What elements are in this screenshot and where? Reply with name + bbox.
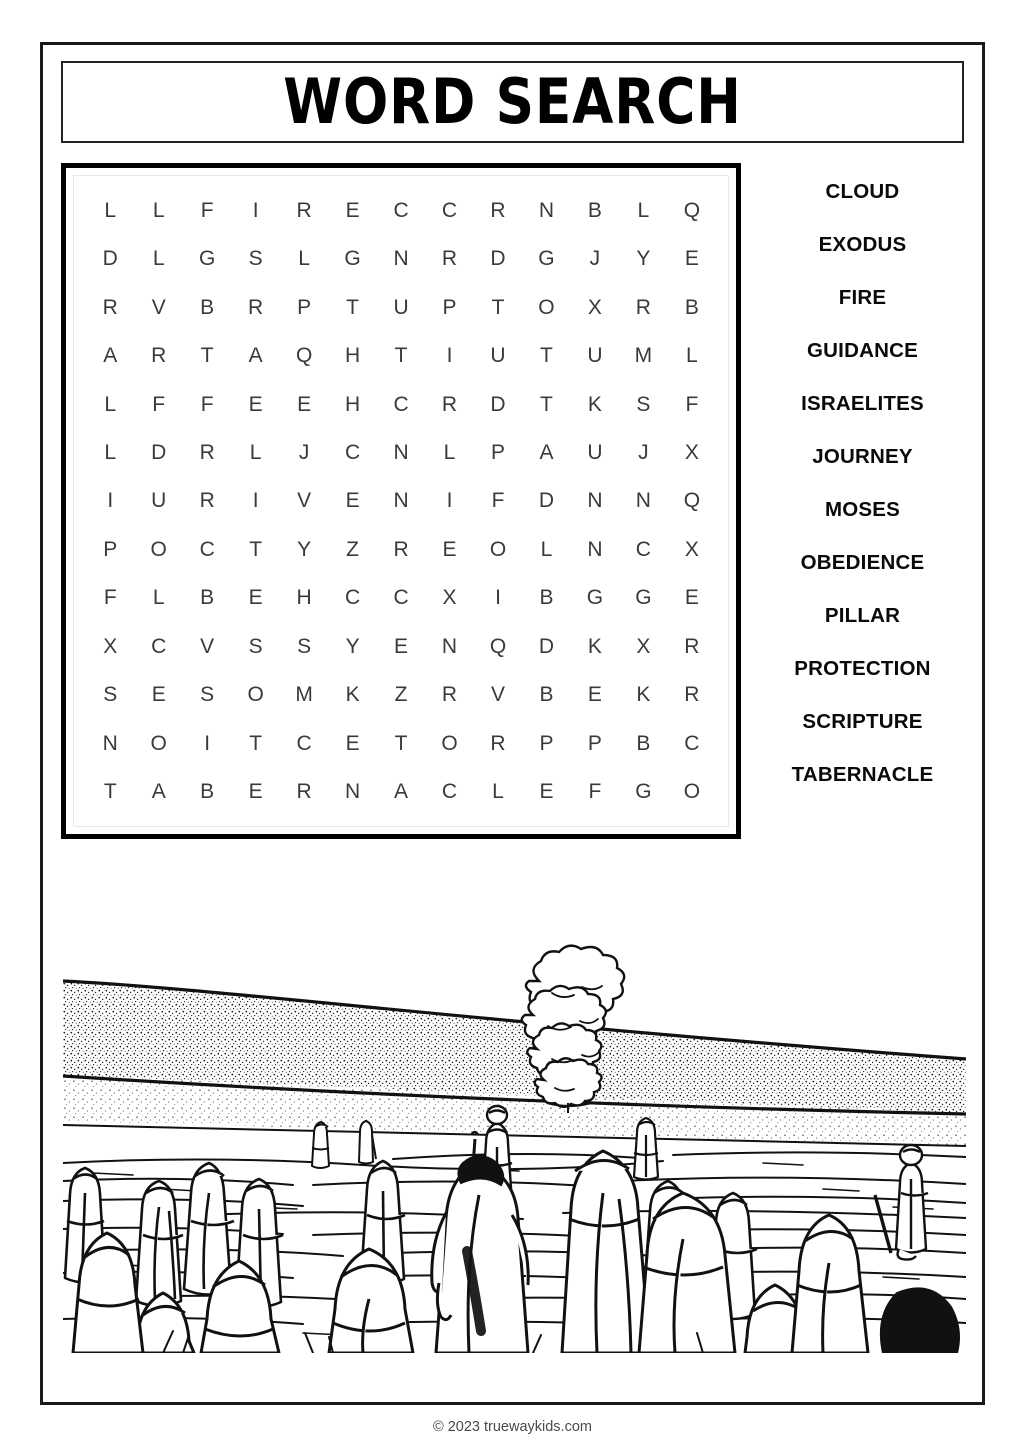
grid-cell[interactable]: O: [538, 295, 555, 319]
grid-cell[interactable]: E: [151, 683, 166, 707]
grid-cell[interactable]: X: [636, 634, 651, 658]
grid-cell[interactable]: N: [393, 247, 409, 271]
grid-cell[interactable]: R: [441, 247, 458, 271]
grid-cell[interactable]: S: [636, 392, 651, 416]
grid-cell[interactable]: L: [298, 247, 310, 271]
word-list-item[interactable]: FIRE: [838, 286, 887, 309]
grid-cell[interactable]: E: [248, 392, 263, 416]
grid-cell[interactable]: R: [199, 489, 215, 513]
grid-row: [86, 575, 716, 621]
grid-cell[interactable]: Q: [683, 489, 701, 513]
word-list-item[interactable]: MOSES: [824, 498, 901, 521]
grid-row: [86, 526, 716, 572]
grid-cell[interactable]: A: [394, 780, 409, 804]
grid-cell[interactable]: B: [200, 295, 215, 319]
grid-cell[interactable]: D: [490, 247, 506, 271]
grid-cell[interactable]: E: [394, 634, 409, 658]
grid-cell[interactable]: E: [248, 780, 263, 804]
grid-cell[interactable]: E: [345, 731, 360, 755]
grid-cell[interactable]: B: [200, 780, 215, 804]
grid-cell[interactable]: F: [200, 392, 214, 416]
grid-cell[interactable]: T: [540, 344, 553, 368]
grid-cell[interactable]: O: [247, 683, 264, 707]
grid-cell[interactable]: R: [296, 780, 312, 804]
grid-cell[interactable]: R: [684, 634, 700, 658]
grid-cell[interactable]: T: [249, 537, 263, 561]
grid-cell[interactable]: T: [346, 295, 359, 319]
grid-row: [86, 333, 716, 379]
grid-cell[interactable]: V: [200, 634, 215, 658]
grid-cell[interactable]: A: [103, 344, 118, 368]
grid-cell[interactable]: J: [638, 440, 649, 464]
grid-cell[interactable]: P: [442, 295, 457, 319]
grid-cell[interactable]: C: [441, 198, 458, 222]
grid-cell[interactable]: L: [686, 344, 698, 368]
grid-cell[interactable]: X: [684, 537, 699, 561]
grid-cell[interactable]: I: [252, 198, 259, 222]
grid-cell[interactable]: D: [538, 489, 555, 513]
grid-cell[interactable]: A: [151, 780, 166, 804]
grid-cell[interactable]: E: [345, 198, 360, 222]
grid-cell[interactable]: G: [344, 247, 361, 271]
grid-cell[interactable]: F: [152, 392, 166, 416]
grid-cell[interactable]: R: [151, 344, 167, 368]
grid-cell[interactable]: N: [587, 537, 603, 561]
grid-row: [86, 187, 716, 233]
grid-cell[interactable]: T: [491, 295, 505, 319]
grid-cell[interactable]: N: [635, 489, 651, 513]
grid-cell[interactable]: N: [587, 489, 603, 513]
grid-cell[interactable]: S: [200, 683, 215, 707]
word-list: [755, 165, 970, 801]
word-list-item[interactable]: TABERNACLE: [791, 763, 934, 786]
grid-cell[interactable]: B: [539, 586, 554, 610]
grid-cell[interactable]: E: [684, 586, 699, 610]
grid-cell[interactable]: L: [637, 198, 650, 222]
grid-cell[interactable]: S: [248, 634, 263, 658]
grid-cell[interactable]: D: [102, 247, 118, 271]
grid-cell[interactable]: B: [539, 683, 554, 707]
grid-cell[interactable]: C: [393, 198, 409, 222]
grid-cell[interactable]: E: [345, 489, 360, 513]
grid-cell[interactable]: C: [684, 731, 700, 755]
grid-cell[interactable]: Y: [636, 247, 651, 271]
grid-cell[interactable]: Z: [346, 537, 359, 561]
grid-cell[interactable]: N: [393, 440, 409, 464]
grid-cell[interactable]: I: [204, 731, 211, 755]
grid-cell[interactable]: R: [635, 295, 651, 319]
grid-cell[interactable]: U: [490, 344, 506, 368]
grid-row: [86, 623, 716, 669]
grid-cell[interactable]: X: [103, 634, 118, 658]
grid-cell[interactable]: C: [393, 392, 409, 416]
grid-cell[interactable]: N: [538, 198, 555, 222]
grid-cell[interactable]: Q: [489, 634, 507, 658]
grid-cell[interactable]: L: [443, 440, 456, 464]
worksheet-page: [40, 42, 985, 1435]
grid-cell[interactable]: V: [151, 295, 166, 319]
grid-cell[interactable]: X: [684, 440, 699, 464]
grid-cell[interactable]: I: [446, 489, 453, 513]
puzzle-content: [43, 163, 982, 863]
grid-cell[interactable]: V: [490, 683, 505, 707]
grid-cell[interactable]: R: [199, 440, 215, 464]
grid-cell[interactable]: C: [635, 537, 651, 561]
illustration-israelites-desert: [63, 863, 966, 1353]
grid-cell[interactable]: Y: [297, 537, 312, 561]
word-list-item[interactable]: CLOUD: [825, 180, 900, 203]
grid-cell[interactable]: B: [684, 295, 699, 319]
grid-cell[interactable]: B: [200, 586, 215, 610]
grid-cell[interactable]: P: [587, 731, 602, 755]
grid-cell[interactable]: E: [297, 392, 312, 416]
grid-cell[interactable]: S: [103, 683, 118, 707]
word-list-item[interactable]: OBEDIENCE: [800, 551, 925, 574]
grid-cell[interactable]: L: [152, 198, 165, 222]
word-list-item[interactable]: JOURNEY: [812, 445, 913, 468]
grid-cell[interactable]: L: [540, 537, 553, 561]
grid-cell[interactable]: E: [587, 683, 602, 707]
grid-cell[interactable]: L: [492, 780, 504, 804]
grid-cell[interactable]: F: [588, 780, 602, 804]
grid-row: [86, 284, 716, 330]
grid-cell[interactable]: R: [441, 392, 458, 416]
grid-cell[interactable]: T: [103, 780, 117, 804]
grid-cell[interactable]: S: [297, 634, 312, 658]
grid-cell[interactable]: R: [248, 295, 264, 319]
grid-cell[interactable]: L: [104, 198, 117, 222]
word-search-grid[interactable]: [61, 163, 741, 839]
grid-cell[interactable]: F: [103, 586, 117, 610]
grid-cell[interactable]: B: [636, 731, 651, 755]
grid-cell[interactable]: C: [296, 731, 312, 755]
grid-cell[interactable]: M: [295, 683, 313, 707]
grid-cell[interactable]: G: [586, 586, 604, 610]
grid-cell[interactable]: Q: [683, 198, 701, 222]
grid-cell[interactable]: R: [393, 537, 409, 561]
grid-cell[interactable]: I: [107, 489, 114, 513]
grid-cell[interactable]: G: [635, 586, 652, 610]
grid-cell[interactable]: L: [104, 440, 117, 464]
grid-cell[interactable]: O: [489, 537, 507, 561]
grid-cell[interactable]: G: [538, 247, 555, 271]
grid-cell[interactable]: X: [587, 295, 602, 319]
grid-row: [86, 769, 716, 815]
grid-cell[interactable]: F: [200, 198, 214, 222]
grid-cell[interactable]: U: [587, 344, 603, 368]
grid-cell[interactable]: O: [150, 731, 167, 755]
grid-cell[interactable]: I: [495, 586, 501, 610]
grid-row: [86, 720, 716, 766]
grid-cell[interactable]: R: [102, 295, 118, 319]
grid-inner: [73, 175, 729, 827]
grid-cell[interactable]: S: [248, 247, 263, 271]
grid-cell[interactable]: J: [589, 247, 601, 271]
grid-cell[interactable]: U: [151, 489, 167, 513]
word-list-item[interactable]: EXODUS: [818, 233, 907, 256]
grid-cell[interactable]: T: [249, 731, 263, 755]
grid-cell[interactable]: C: [344, 440, 361, 464]
grid-cell[interactable]: L: [249, 440, 262, 464]
grid-cell[interactable]: P: [539, 731, 554, 755]
grid-row: [86, 478, 716, 524]
grid-cell[interactable]: R: [684, 683, 700, 707]
grid-cell[interactable]: D: [538, 634, 555, 658]
grid-row: [86, 429, 716, 475]
word-list-item[interactable]: PROTECTION: [794, 657, 931, 680]
grid-cell[interactable]: F: [491, 489, 505, 513]
grid-cell[interactable]: O: [441, 731, 458, 755]
grid-cell[interactable]: H: [344, 392, 361, 416]
grid-cell[interactable]: P: [297, 295, 312, 319]
grid-cell[interactable]: R: [490, 731, 506, 755]
grid-cell[interactable]: R: [296, 198, 312, 222]
grid-cell[interactable]: T: [394, 344, 408, 368]
grid-cell[interactable]: R: [490, 198, 506, 222]
grid-cell[interactable]: R: [441, 683, 458, 707]
grid-cell[interactable]: C: [199, 537, 215, 561]
grid-cell[interactable]: O: [150, 537, 167, 561]
grid-cell[interactable]: H: [296, 586, 312, 610]
page-title: WORD SEARCH: [283, 65, 742, 138]
grid-row: [86, 381, 716, 427]
grid-cell[interactable]: F: [685, 392, 699, 416]
grid-cell[interactable]: N: [344, 780, 361, 804]
word-list-item[interactable]: ISRAELITES: [801, 392, 924, 415]
grid-cell[interactable]: P: [103, 537, 118, 561]
title-box: [61, 61, 964, 143]
footer-copyright: © 2023 truewaykids.com: [433, 1419, 592, 1435]
grid-cell[interactable]: X: [442, 586, 457, 610]
grid-cell[interactable]: O: [683, 780, 701, 804]
grid-cell[interactable]: C: [151, 634, 167, 658]
grid-cell[interactable]: T: [540, 392, 553, 416]
grid-cell[interactable]: V: [297, 489, 312, 513]
grid-cell[interactable]: N: [393, 489, 409, 513]
grid-cell[interactable]: B: [587, 198, 602, 222]
grid-cell[interactable]: I: [446, 344, 453, 368]
word-list-item[interactable]: GUIDANCE: [807, 339, 918, 362]
grid-row: [86, 236, 716, 282]
grid-cell[interactable]: E: [539, 780, 554, 804]
grid-cell[interactable]: C: [441, 780, 458, 804]
grid-cell[interactable]: T: [394, 731, 408, 755]
grid-cell[interactable]: A: [539, 440, 554, 464]
grid-cell[interactable]: N: [102, 731, 118, 755]
grid-cell[interactable]: E: [442, 537, 457, 561]
grid-cell[interactable]: C: [393, 586, 409, 610]
grid-cell[interactable]: Q: [295, 344, 313, 368]
grid-cell[interactable]: G: [635, 780, 652, 804]
word-list-item[interactable]: PILLAR: [824, 604, 901, 627]
grid-cell[interactable]: L: [152, 586, 165, 610]
grid-cell[interactable]: E: [248, 586, 263, 610]
grid-cell[interactable]: N: [441, 634, 458, 658]
grid-cell[interactable]: M: [634, 344, 653, 368]
grid-cell[interactable]: E: [684, 247, 699, 271]
grid-cell[interactable]: L: [152, 247, 165, 271]
grid-cell[interactable]: C: [344, 586, 361, 610]
grid-cell[interactable]: K: [587, 634, 602, 658]
word-list-item[interactable]: SCRIPTURE: [802, 710, 923, 733]
grid-cell[interactable]: Z: [394, 683, 408, 707]
grid-cell[interactable]: G: [199, 247, 216, 271]
grid-cell[interactable]: H: [344, 344, 361, 368]
grid-cell[interactable]: K: [345, 683, 360, 707]
grid-cell[interactable]: I: [252, 489, 259, 513]
grid-cell[interactable]: D: [490, 392, 506, 416]
grid-cell[interactable]: D: [151, 440, 167, 464]
grid-cell[interactable]: K: [636, 683, 651, 707]
grid-cell[interactable]: Y: [345, 634, 360, 658]
grid-cell[interactable]: A: [248, 344, 263, 368]
grid-cell[interactable]: K: [587, 392, 602, 416]
grid-cell[interactable]: L: [104, 392, 117, 416]
grid-cell[interactable]: U: [393, 295, 409, 319]
grid-cell[interactable]: P: [490, 440, 505, 464]
grid-cell[interactable]: J: [298, 440, 310, 464]
grid-cell[interactable]: T: [200, 344, 214, 368]
grid-row: [86, 672, 716, 718]
grid-cell[interactable]: U: [587, 440, 603, 464]
